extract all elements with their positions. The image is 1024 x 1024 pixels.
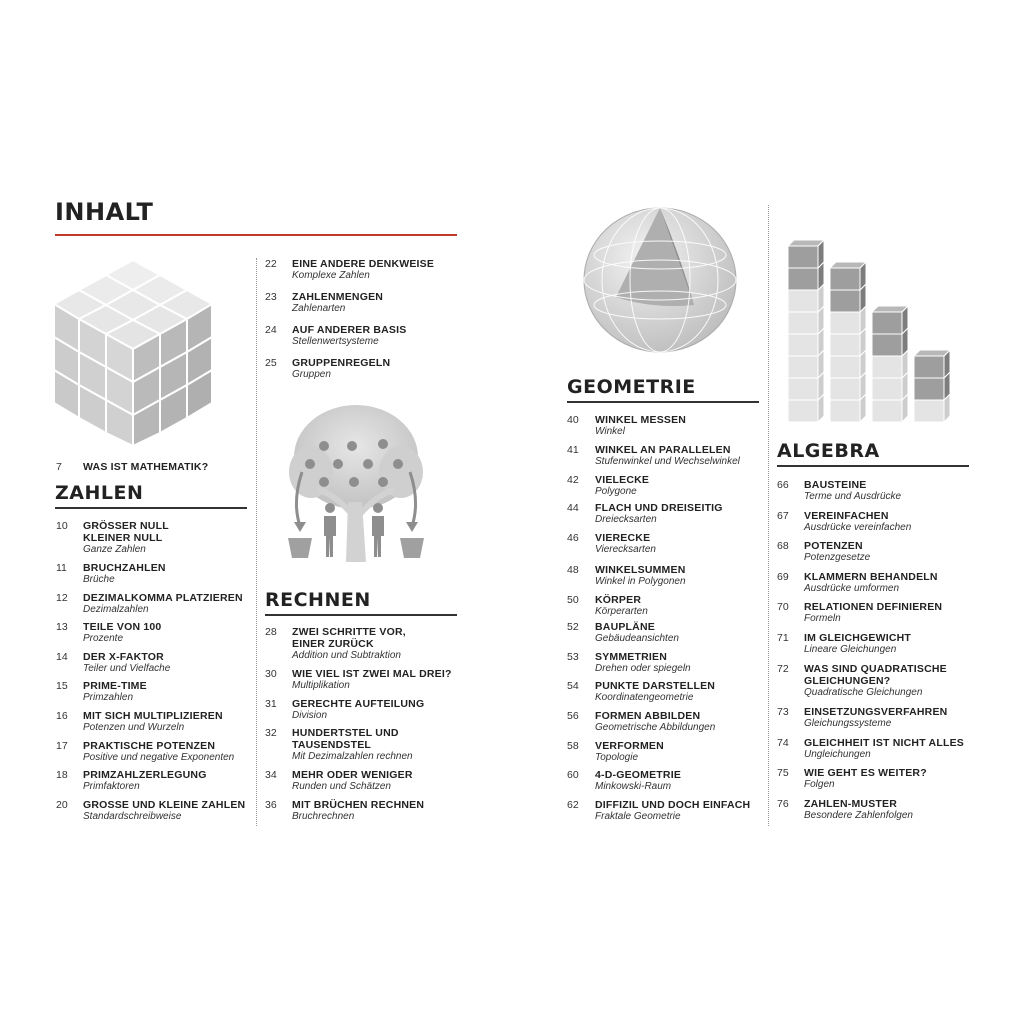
page-number: 74	[777, 737, 789, 749]
entry-subtitle: Körperarten	[595, 606, 648, 617]
entry-title: WIE VIEL IST ZWEI MAL DREI?	[292, 668, 452, 680]
page-number: 60	[567, 769, 579, 781]
entry-title-line2: GLEICHUNGEN?	[804, 675, 891, 687]
page-number: 50	[567, 594, 579, 606]
toc-entry[interactable]	[777, 601, 972, 625]
entry-subtitle: Quadratische Gleichungen	[804, 687, 923, 698]
page-number: 16	[56, 710, 68, 722]
entry-subtitle: Dreiecksarten	[595, 514, 657, 525]
entry-title: VERFORMEN	[595, 740, 664, 752]
entry-subtitle: Vierecksarten	[595, 544, 656, 555]
toc-entry[interactable]	[567, 414, 762, 438]
entry-subtitle: Geometrische Abbildungen	[595, 722, 716, 733]
entry-title: BRUCHZAHLEN	[83, 562, 166, 574]
section-title-rechnen: RECHNEN	[265, 589, 371, 611]
entry-subtitle: Primfaktoren	[83, 781, 140, 792]
toc-entry[interactable]	[777, 510, 972, 534]
toc-entry[interactable]	[777, 737, 972, 761]
toc-entry[interactable]	[777, 767, 972, 791]
toc-entry[interactable]	[567, 799, 762, 823]
entry-title: KÖRPER	[595, 594, 642, 606]
entry-subtitle: Ausdrücke umformen	[804, 583, 900, 594]
title-rule	[55, 234, 457, 236]
entry-title: DIFFIZIL UND DOCH EINFACH	[595, 799, 751, 811]
page-number: 76	[777, 798, 789, 810]
toc-entry[interactable]	[567, 680, 762, 704]
page-number: 67	[777, 510, 789, 522]
entry-subtitle: Polygone	[595, 486, 637, 497]
blocks-illustration	[786, 202, 954, 424]
entry-subtitle: Mit Dezimalzahlen rechnen	[292, 751, 413, 762]
toc-entry[interactable]	[56, 520, 251, 556]
entry-subtitle: Brüche	[83, 574, 115, 585]
entry-subtitle: Terme und Ausdrücke	[804, 491, 902, 502]
page-number: 75	[777, 767, 789, 779]
toc-entry[interactable]	[777, 540, 972, 564]
entry-title: IM GLEICHGEWICHT	[804, 632, 912, 644]
entry-subtitle: Runden und Schätzen	[292, 781, 391, 792]
page-number: 34	[265, 769, 277, 781]
section-title-algebra: ALGEBRA	[777, 440, 880, 462]
toc-entry[interactable]	[567, 444, 762, 468]
entry-title: WINKELSUMMEN	[595, 564, 686, 576]
entry-title: GERECHTE AUFTEILUNG	[292, 698, 425, 710]
entry-subtitle: Drehen oder spiegeln	[595, 663, 691, 674]
block	[788, 240, 824, 268]
toc-entry[interactable]	[265, 357, 460, 381]
column-divider	[768, 205, 769, 826]
page-number: 40	[567, 414, 579, 426]
section-rule	[265, 614, 457, 616]
toc-entry[interactable]	[265, 324, 460, 348]
entry-title-line2: KLEINER NULL	[83, 532, 163, 544]
section-title-zahlen: ZAHLEN	[55, 482, 144, 504]
toc-entry[interactable]	[777, 632, 972, 656]
page-number: 17	[56, 740, 68, 752]
entry-subtitle: Formeln	[804, 613, 841, 624]
entry-subtitle: Koordinatengeometrie	[595, 692, 694, 703]
entry-title: FORMEN ABBILDEN	[595, 710, 701, 722]
page-number: 12	[56, 592, 68, 604]
page-number: 24	[265, 324, 277, 336]
entry-title: WINKEL AN PARALLELEN	[595, 444, 731, 456]
entry-title: VIERECKE	[595, 532, 651, 544]
entry-subtitle: Teiler und Vielfache	[83, 663, 171, 674]
entry-subtitle: Potenzen und Wurzeln	[83, 722, 185, 733]
page-number: 11	[56, 562, 67, 574]
toc-entry[interactable]	[777, 663, 972, 699]
entry-subtitle: Gruppen	[292, 369, 331, 380]
page-number: 69	[777, 571, 789, 583]
page-number: 18	[56, 769, 68, 781]
page-number: 52	[567, 621, 579, 633]
page-number: 41	[567, 444, 579, 456]
toc-entry[interactable]	[56, 769, 251, 793]
entry-subtitle: Positive und negative Exponenten	[83, 752, 235, 763]
entry-subtitle: Winkel	[595, 426, 625, 437]
toc-entry[interactable]	[56, 710, 251, 734]
page-number: 28	[265, 626, 277, 638]
apple-tree-illustration	[286, 402, 426, 568]
toc-entry[interactable]	[56, 740, 251, 764]
toc-entry[interactable]	[56, 799, 251, 823]
toc-entry[interactable]	[56, 592, 251, 616]
page-number: 20	[56, 799, 68, 811]
entry-subtitle: Gebäudeansichten	[595, 633, 679, 644]
page-number: 54	[567, 680, 579, 692]
entry-title: BAUPLÄNE	[595, 621, 655, 633]
entry-title: DEZIMALKOMMA PLATZIEREN	[83, 592, 243, 604]
entry-subtitle: Standardschreibweise	[83, 811, 182, 822]
page-number: 14	[56, 651, 68, 663]
toc-entry[interactable]	[777, 571, 972, 595]
entry-title: MEHR ODER WENIGER	[292, 769, 413, 781]
page-number: 53	[567, 651, 579, 663]
entry-subtitle: Stellenwertsysteme	[292, 336, 379, 347]
page-number: 66	[777, 479, 789, 491]
entry-subtitle: Topologie	[595, 752, 639, 763]
block	[914, 350, 950, 378]
entry-subtitle: Potenzgesetze	[804, 552, 871, 563]
toc-entry[interactable]	[567, 621, 762, 645]
entry-subtitle: Prozente	[83, 633, 124, 644]
entry-title: ZAHLENMENGEN	[292, 291, 384, 303]
page-number: 36	[265, 799, 277, 811]
page-number: 13	[56, 621, 68, 633]
entry-title: PUNKTE DARSTELLEN	[595, 680, 716, 692]
page-number: 10	[56, 520, 68, 532]
entry-title: VEREINFACHEN	[804, 510, 889, 522]
page-number: 58	[567, 740, 579, 752]
page-number: 42	[567, 474, 579, 486]
section-title-geometrie: GEOMETRIE	[567, 376, 696, 398]
page-number: 70	[777, 601, 789, 613]
entry-title: PRAKTISCHE POTENZEN	[83, 740, 216, 752]
toc-entry[interactable]	[265, 668, 460, 692]
entry-title: WINKEL MESSEN	[595, 414, 687, 426]
entry-subtitle: Division	[292, 710, 328, 721]
toc-entry[interactable]	[265, 727, 460, 763]
page-number: 48	[567, 564, 579, 576]
entry-title: FLACH UND DREISEITIG	[595, 502, 723, 514]
toc-entry[interactable]	[56, 680, 251, 704]
page-number: 15	[56, 680, 68, 692]
entry-title: GROSSE UND KLEINE ZAHLEN	[83, 799, 246, 811]
entry-subtitle: Stufenwinkel und Wechselwinkel	[595, 456, 740, 467]
toc-entry[interactable]	[777, 798, 972, 822]
entry-subtitle: Zahlenarten	[292, 303, 346, 314]
toc-entry[interactable]	[56, 651, 251, 675]
entry-subtitle: Ungleichungen	[804, 749, 871, 760]
entry-title: MIT BRÜCHEN RECHNEN	[292, 799, 425, 811]
entry-title: HUNDERTSTEL UND	[292, 727, 399, 739]
entry-title: TEILE VON 100	[83, 621, 162, 633]
entry-title: 4-D-GEOMETRIE	[595, 769, 682, 781]
page-number: 72	[777, 663, 789, 675]
entry-subtitle: Besondere Zahlenfolgen	[804, 810, 913, 821]
entry-title: GLEICHHEIT IST NICHT ALLES	[804, 737, 964, 749]
entry-subtitle: Ausdrücke vereinfachen	[804, 522, 912, 533]
entry-title: GRUPPENREGELN	[292, 357, 391, 369]
page-number: 25	[265, 357, 277, 369]
page-number: 44	[567, 502, 579, 514]
entry-title: GRÖSSER NULL	[83, 520, 169, 532]
entry-title-line2: TAUSENDSTEL	[292, 739, 372, 751]
entry-title: ZAHLEN-MUSTER	[804, 798, 898, 810]
entry-title: PRIME-TIME	[83, 680, 147, 692]
entry-title: SYMMETRIEN	[595, 651, 668, 663]
entry-subtitle: Bruchrechnen	[292, 811, 355, 822]
entry-title: VIELECKE	[595, 474, 650, 486]
entry-title: EINSETZUNGSVERFAHREN	[804, 706, 948, 718]
toc-entry[interactable]	[265, 626, 460, 662]
entry-title: WIE GEHT ES WEITER?	[804, 767, 927, 779]
toc-entry[interactable]	[265, 258, 460, 282]
toc-entry[interactable]	[265, 291, 460, 315]
toc-entry[interactable]	[567, 740, 762, 764]
column-divider	[256, 258, 257, 826]
toc-entry[interactable]	[567, 769, 762, 793]
section-rule	[567, 401, 759, 403]
page-title: INHALT	[55, 198, 154, 226]
section-rule	[777, 465, 969, 467]
entry-subtitle: Folgen	[804, 779, 835, 790]
entry-title: BAUSTEINE	[804, 479, 867, 491]
toc-entry[interactable]	[265, 799, 460, 823]
page-number: 73	[777, 706, 789, 718]
block	[830, 262, 866, 290]
toc-entry[interactable]	[567, 502, 762, 526]
entry-subtitle: Addition und Subtraktion	[292, 650, 401, 661]
entry-title: DER X-FAKTOR	[83, 651, 164, 663]
toc-entry[interactable]	[777, 706, 972, 730]
toc-entry-intro[interactable]	[56, 461, 246, 475]
entry-title-line2: EINER ZURÜCK	[292, 638, 374, 650]
page-number: 22	[265, 258, 277, 270]
page-number: 68	[777, 540, 789, 552]
toc-entry[interactable]	[567, 564, 762, 588]
page-number: 62	[567, 799, 579, 811]
entry-subtitle: Ganze Zahlen	[83, 544, 146, 555]
entry-title: WAS IST MATHEMATIK?	[83, 461, 209, 473]
page-number: 31	[265, 698, 277, 710]
entry-title: RELATIONEN DEFINIEREN	[804, 601, 943, 613]
entry-subtitle: Komplexe Zahlen	[292, 270, 370, 281]
toc-entry[interactable]	[56, 621, 251, 645]
page-number: 23	[265, 291, 277, 303]
entry-title: WAS SIND QUADRATISCHE	[804, 663, 947, 675]
toc-entry[interactable]	[567, 532, 762, 556]
entry-title: POTENZEN	[804, 540, 863, 552]
toc-entry[interactable]	[265, 769, 460, 793]
block	[872, 306, 908, 334]
entry-title: ZWEI SCHRITTE VOR,	[292, 626, 406, 638]
entry-subtitle: Dezimalzahlen	[83, 604, 149, 615]
entry-subtitle: Lineare Gleichungen	[804, 644, 897, 655]
toc-entry[interactable]	[777, 479, 972, 503]
entry-title: KLAMMERN BEHANDELN	[804, 571, 938, 583]
toc-entry[interactable]	[56, 562, 251, 586]
entry-title: AUF ANDERER BASIS	[292, 324, 407, 336]
page-number: 30	[265, 668, 277, 680]
entry-subtitle: Fraktale Geometrie	[595, 811, 681, 822]
entry-subtitle: Minkowski-Raum	[595, 781, 672, 792]
page-number: 56	[567, 710, 579, 722]
toc-entry[interactable]	[567, 710, 762, 734]
entry-subtitle: Primzahlen	[83, 692, 134, 703]
entry-title: PRIMZAHLZERLEGUNG	[83, 769, 207, 781]
page-number: 32	[265, 727, 277, 739]
section-rule	[55, 507, 247, 509]
cube-illustration	[52, 258, 214, 448]
toc-entry[interactable]	[265, 698, 460, 722]
entry-subtitle: Gleichungssysteme	[804, 718, 892, 729]
page-number: 71	[777, 632, 789, 644]
toc-entry[interactable]	[567, 651, 762, 675]
entry-title: EINE ANDERE DENKWEISE	[292, 258, 435, 270]
entry-subtitle: Winkel in Polygonen	[595, 576, 686, 587]
toc-entry[interactable]	[567, 474, 762, 498]
entry-subtitle: Multiplikation	[292, 680, 350, 691]
sphere-illustration	[580, 205, 740, 355]
toc-entry[interactable]	[567, 594, 762, 618]
page-number: 46	[567, 532, 579, 544]
page-number: 7	[56, 461, 62, 473]
entry-title: MIT SICH MULTIPLIZIEREN	[83, 710, 223, 722]
